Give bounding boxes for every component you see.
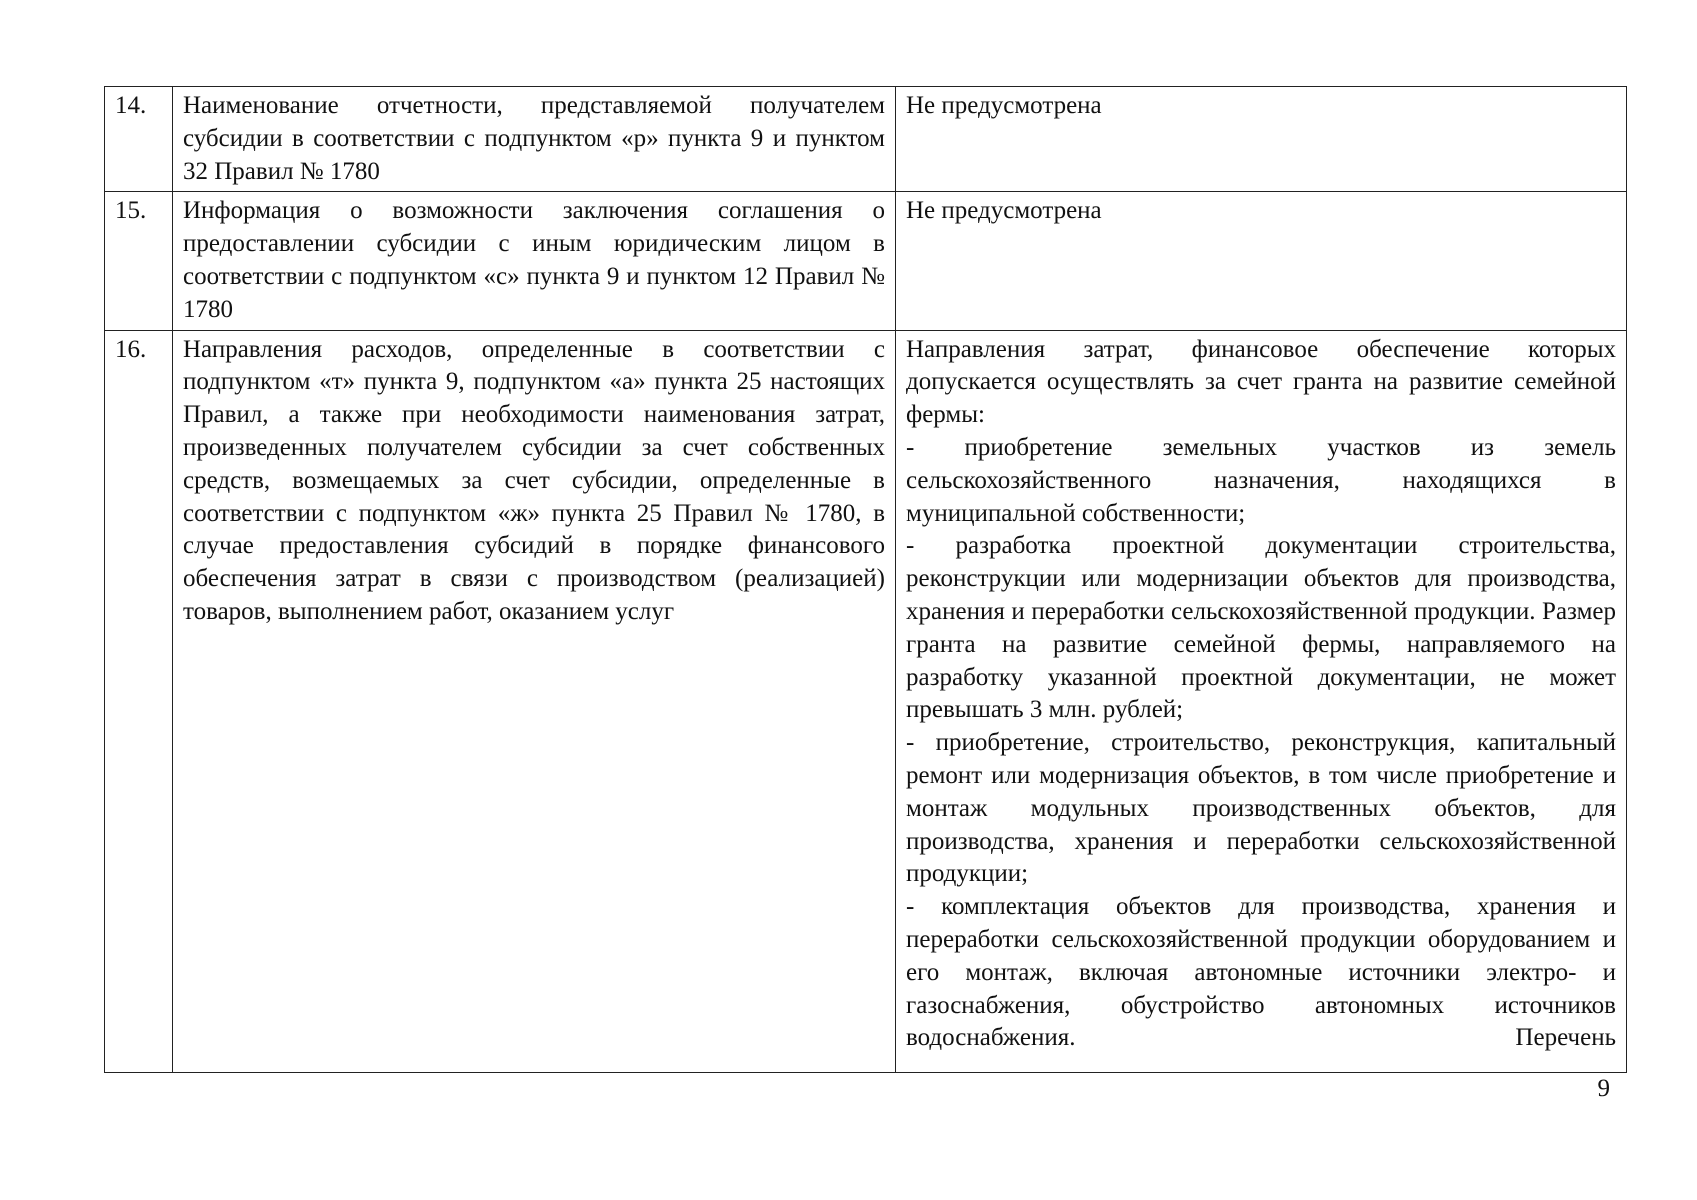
row-item-name	[173, 192, 896, 330]
value-paragraph-construction: - приобретение, строительство, реконструкция, капитальный ремонт или модернизация объектов, в том числе приобретение и монтаж модульных производственных объектов, для производства, хранения и переработки сельскохозяйственной продукции;	[906, 729, 1616, 888]
row-item-name-text: Наименование отчетности, представляемой получателем субсидии в соответствии с подпунктом «р» пункта 9 и пунктом 32 Правил № 1780	[183, 92, 885, 185]
row-number: 15.	[105, 192, 173, 330]
row-number: 14.	[105, 87, 173, 192]
page-number: 9	[1597, 1075, 1610, 1102]
row-item-value	[896, 330, 1627, 1072]
row-item-value-text: Не предусмотрена	[906, 197, 1102, 225]
value-paragraph-equipment: - комплектация объектов для производства, хранения и переработки сельскохозяйственной продукции оборудованием и его монтаж, включая автономные источники электро- и газоснабжения, обустройство автономных источников водоснабжения. Перечень	[906, 893, 1616, 1052]
row-item-name-text: Направления расходов, определенные в соответствии с подпунктом «т» пункта 9, подпунктом «а» пункта 25 настоящих Правил, а также при необходимости наименования затрат, произведенных получателем субсидии за счет собственных средств, возмещаемых за счет субсидии, определенные в соответствии с подпунктом «ж» пункта 25 Правил № 1780, в случае предоставления субсидий в порядке финансового обеспечения затрат в связи с производством (реализацией) товаров, выполнением работ, оказанием услуг	[183, 335, 885, 625]
row-item-name	[173, 330, 896, 1072]
row-number: 16.	[105, 330, 173, 1072]
row-item-name	[173, 87, 896, 192]
value-paragraph-design: - разработка проектной документации строительства, реконструкции или модернизации объектов для производства, хранения и переработки сельскохозяйственной продукции. Размер гранта на развитие семейной фермы, направляемого на разработку указанной проектной документации, не может превышать 3 млн. рублей;	[906, 532, 1616, 724]
row-item-value	[896, 192, 1627, 330]
row-item-name-text: Информация о возможности заключения соглашения о предоставлении субсидии с иным юридическим лицом в соответствии с подпунктом «с» пункта 9 и пунктом 12 Правил № 1780	[183, 197, 885, 323]
row-item-value	[896, 87, 1627, 192]
conditions-table	[104, 86, 1627, 1073]
value-paragraph-intro: Направления затрат, финансовое обеспечение которых допускается осуществлять за счет гранта на развитие семейной фермы:	[906, 335, 1616, 429]
table-row	[105, 192, 1627, 330]
value-paragraph-land: - приобретение земельных участков из земель сельскохозяйственного назначения, находящихся в муниципальной собственности;	[906, 433, 1616, 527]
table-row	[105, 330, 1627, 1072]
row-item-value-text: Не предусмотрена	[906, 92, 1102, 119]
table-row	[105, 87, 1627, 192]
